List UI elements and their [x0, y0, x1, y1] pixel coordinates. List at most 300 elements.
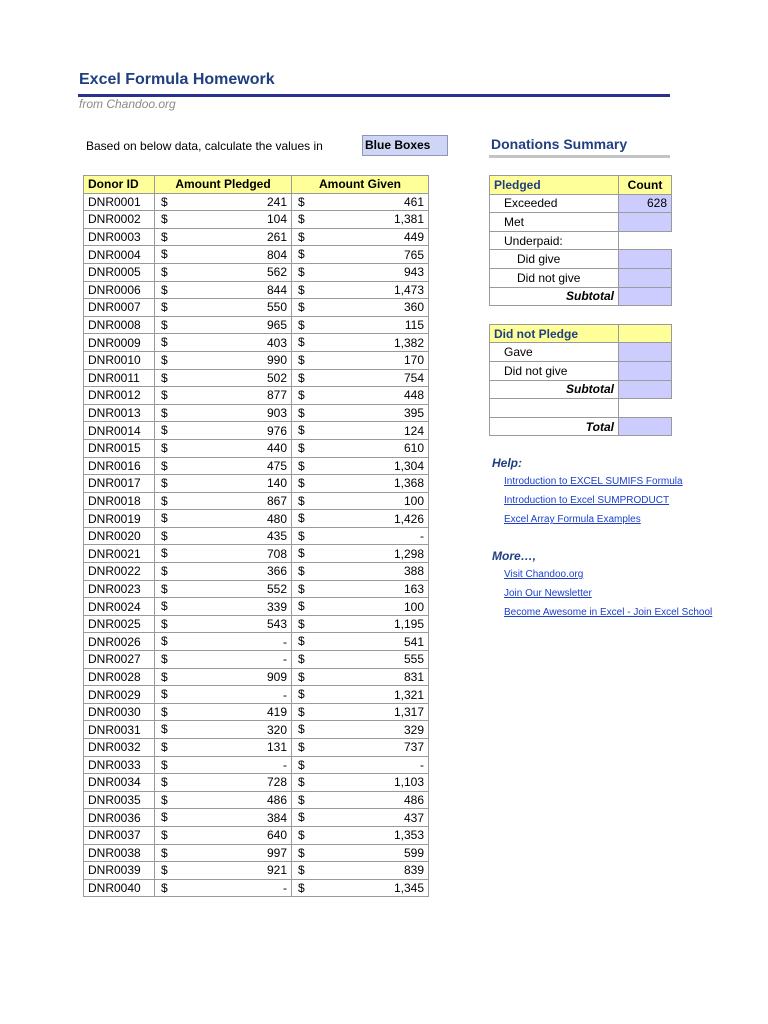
- currency-symbol: $: [298, 827, 305, 842]
- total-label: Total: [490, 417, 619, 436]
- currency-symbol: $: [298, 599, 305, 614]
- currency-symbol: $: [161, 704, 168, 719]
- amount-pledged-cell[interactable]: [155, 387, 292, 405]
- currency-symbol: $: [298, 775, 305, 790]
- currency-symbol: $: [161, 335, 168, 350]
- page-title: Excel Formula Homework: [79, 71, 275, 88]
- amount-value: 241: [266, 194, 287, 209]
- table-row: [84, 615, 429, 633]
- amount-given-cell[interactable]: [292, 826, 429, 844]
- header-donor-id[interactable]: Donor ID: [84, 176, 155, 194]
- currency-symbol: $: [298, 423, 305, 438]
- donor-id-cell[interactable]: DNR0032: [84, 739, 155, 757]
- currency-symbol: $: [298, 300, 305, 315]
- did-give-label: Did give: [490, 250, 619, 269]
- currency-symbol: $: [298, 229, 305, 244]
- amount-given-cell[interactable]: [292, 668, 429, 686]
- currency-symbol: $: [298, 317, 305, 332]
- amount-given-cell[interactable]: [292, 598, 429, 616]
- donor-id-cell[interactable]: DNR0034: [84, 774, 155, 792]
- donor-id-cell[interactable]: DNR0025: [84, 615, 155, 633]
- donor-id-cell[interactable]: DNR0006: [84, 281, 155, 299]
- amount-pledged-cell[interactable]: [155, 492, 292, 510]
- amount-value: 437: [403, 810, 424, 825]
- amount-value: 131: [266, 740, 287, 755]
- amount-value: 1,426: [393, 511, 424, 526]
- donor-id-cell[interactable]: DNR0008: [84, 316, 155, 334]
- gave-count-cell[interactable]: [619, 343, 672, 362]
- table-row: [84, 686, 429, 704]
- currency-symbol: $: [161, 352, 168, 367]
- amount-value: 877: [266, 388, 287, 403]
- amount-given-cell[interactable]: [292, 545, 429, 563]
- donor-id-cell[interactable]: DNR0011: [84, 369, 155, 387]
- amount-value: 419: [266, 705, 287, 720]
- currency-symbol: $: [161, 458, 168, 473]
- amount-given-cell[interactable]: [292, 299, 429, 317]
- currency-symbol: $: [298, 704, 305, 719]
- table-row: [84, 369, 429, 387]
- amount-value: 831: [403, 669, 424, 684]
- donor-id-cell[interactable]: DNR0020: [84, 527, 155, 545]
- table-row: [84, 475, 429, 493]
- table-row: [84, 826, 429, 844]
- currency-symbol: $: [161, 317, 168, 332]
- donor-id-cell[interactable]: DNR0031: [84, 721, 155, 739]
- amount-value: 163: [403, 581, 424, 596]
- amount-pledged-cell[interactable]: [155, 193, 292, 211]
- amount-given-cell[interactable]: [292, 703, 429, 721]
- not-pledge-subtotal-cell[interactable]: [619, 380, 672, 399]
- amount-pledged-cell[interactable]: [155, 316, 292, 334]
- donor-id-cell[interactable]: DNR0022: [84, 563, 155, 581]
- currency-symbol: $: [298, 740, 305, 754]
- table-row: [84, 563, 429, 581]
- amount-given-cell[interactable]: [292, 387, 429, 405]
- amount-value: 435: [266, 529, 287, 544]
- amount-value: 339: [266, 599, 287, 614]
- donor-id-cell[interactable]: DNR0016: [84, 457, 155, 475]
- amount-given-cell[interactable]: [292, 457, 429, 475]
- table-row: [84, 598, 429, 616]
- donor-id-cell[interactable]: DNR0036: [84, 809, 155, 827]
- did-not-give-count-cell[interactable]: [619, 268, 672, 287]
- amount-value: 366: [266, 564, 287, 579]
- amount-value: 728: [266, 775, 287, 790]
- amount-given-cell[interactable]: [292, 316, 429, 334]
- did-not-pledge-header-cell: [619, 324, 672, 343]
- donor-id-cell[interactable]: DNR0030: [84, 703, 155, 721]
- table-row: [84, 668, 429, 686]
- currency-symbol: $: [298, 810, 305, 825]
- amount-pledged-cell[interactable]: [155, 721, 292, 739]
- currency-symbol: $: [161, 564, 168, 579]
- table-row: [84, 510, 429, 528]
- amount-pledged-cell[interactable]: [155, 334, 292, 352]
- amount-pledged-cell[interactable]: [155, 756, 292, 774]
- donor-id-cell[interactable]: DNR0018: [84, 492, 155, 510]
- amount-value: 461: [403, 194, 424, 209]
- amount-value: 765: [403, 247, 424, 262]
- currency-symbol: $: [298, 687, 305, 702]
- donor-id-cell[interactable]: DNR0023: [84, 580, 155, 598]
- amount-value: 943: [403, 265, 424, 280]
- amount-pledged-cell[interactable]: [155, 668, 292, 686]
- amount-given-cell[interactable]: [292, 228, 429, 246]
- pledged-header: Pledged: [490, 176, 619, 195]
- amount-value: -: [420, 757, 424, 772]
- pledged-subtotal-label: Subtotal: [490, 287, 619, 306]
- amount-value: 1,317: [393, 705, 424, 720]
- amount-value: 1,298: [393, 546, 424, 561]
- amount-value: 403: [266, 335, 287, 350]
- amount-given-cell[interactable]: [292, 527, 429, 545]
- amount-pledged-cell[interactable]: [155, 809, 292, 827]
- donor-data-body: [84, 193, 429, 897]
- amount-pledged-cell[interactable]: [155, 351, 292, 369]
- link-sumproduct-intro[interactable]: Introduction to Excel SUMPRODUCT: [504, 495, 670, 506]
- did-not-give-2-count-cell[interactable]: [619, 361, 672, 380]
- underpaid-count-cell[interactable]: [619, 231, 672, 250]
- amount-pledged-cell[interactable]: [155, 615, 292, 633]
- blank-row: [490, 399, 619, 418]
- table-row: [84, 334, 429, 352]
- table-row: [84, 228, 429, 246]
- amount-pledged-cell[interactable]: [155, 246, 292, 264]
- table-row: [84, 263, 429, 281]
- donor-id-cell[interactable]: DNR0026: [84, 633, 155, 651]
- amount-pledged-cell[interactable]: [155, 879, 292, 897]
- donor-id-cell[interactable]: DNR0010: [84, 351, 155, 369]
- link-excel-school[interactable]: Become Awesome in Excel - Join Excel School: [504, 607, 713, 618]
- table-row: [84, 387, 429, 405]
- amount-pledged-cell[interactable]: [155, 862, 292, 880]
- amount-value: 395: [403, 406, 424, 421]
- amount-given-cell[interactable]: [292, 211, 429, 229]
- amount-value: 140: [266, 476, 287, 491]
- donor-id-cell[interactable]: DNR0027: [84, 651, 155, 669]
- amount-given-cell[interactable]: [292, 422, 429, 440]
- currency-symbol: $: [161, 282, 168, 297]
- amount-value: 1,304: [393, 458, 424, 473]
- amount-value: 502: [266, 370, 287, 385]
- amount-given-cell[interactable]: [292, 791, 429, 809]
- currency-symbol: $: [298, 652, 305, 667]
- currency-symbol: $: [298, 282, 305, 297]
- table-row: [84, 457, 429, 475]
- currency-symbol: $: [298, 528, 305, 543]
- amount-value: 440: [266, 441, 287, 456]
- amount-pledged-cell[interactable]: [155, 651, 292, 669]
- amount-value: 1,368: [393, 476, 424, 491]
- table-row: [84, 703, 429, 721]
- donor-id-cell[interactable]: DNR0033: [84, 756, 155, 774]
- table-row: [84, 404, 429, 422]
- amount-pledged-cell[interactable]: [155, 527, 292, 545]
- amount-pledged-cell[interactable]: [155, 826, 292, 844]
- amount-pledged-cell[interactable]: [155, 703, 292, 721]
- table-row: [84, 439, 429, 457]
- amount-pledged-cell[interactable]: [155, 510, 292, 528]
- currency-symbol: $: [298, 440, 305, 455]
- currency-symbol: $: [298, 194, 305, 209]
- donor-id-cell[interactable]: DNR0021: [84, 545, 155, 563]
- donor-id-cell[interactable]: DNR0029: [84, 686, 155, 704]
- currency-symbol: $: [298, 335, 305, 350]
- amount-value: 562: [266, 265, 287, 280]
- not-pledge-subtotal-label: Subtotal: [490, 380, 619, 399]
- donor-id-cell[interactable]: DNR0013: [84, 404, 155, 422]
- amount-pledged-cell[interactable]: [155, 422, 292, 440]
- donor-id-cell[interactable]: DNR0028: [84, 668, 155, 686]
- currency-symbol: $: [161, 212, 168, 227]
- amount-value: 610: [403, 441, 424, 456]
- donor-id-cell[interactable]: DNR0009: [84, 334, 155, 352]
- link-join-newsletter[interactable]: Join Our Newsletter: [504, 588, 592, 599]
- currency-symbol: $: [161, 546, 168, 561]
- amount-pledged-cell[interactable]: [155, 598, 292, 616]
- donor-id-cell[interactable]: DNR0001: [84, 193, 155, 211]
- underpaid-label: Underpaid:: [490, 231, 619, 250]
- pledged-subtotal-cell[interactable]: [619, 287, 672, 306]
- amount-given-cell[interactable]: [292, 774, 429, 792]
- amount-value: 867: [266, 493, 287, 508]
- amount-pledged-cell[interactable]: [155, 404, 292, 422]
- currency-symbol: $: [298, 264, 305, 279]
- amount-pledged-cell[interactable]: [155, 580, 292, 598]
- currency-symbol: $: [298, 493, 305, 508]
- exceeded-count-cell[interactable]: 628: [619, 194, 672, 213]
- currency-symbol: $: [298, 511, 305, 526]
- currency-symbol: $: [298, 370, 305, 385]
- donor-id-cell[interactable]: DNR0019: [84, 510, 155, 528]
- amount-value: 1,195: [393, 617, 424, 632]
- amount-value: 100: [403, 493, 424, 508]
- amount-value: 1,382: [393, 335, 424, 350]
- amount-pledged-cell[interactable]: [155, 369, 292, 387]
- amount-pledged-cell[interactable]: [155, 739, 292, 757]
- amount-given-cell[interactable]: [292, 563, 429, 581]
- amount-pledged-cell[interactable]: [155, 228, 292, 246]
- donor-id-cell[interactable]: DNR0035: [84, 791, 155, 809]
- amount-value: 170: [403, 353, 424, 368]
- amount-value: 640: [266, 828, 287, 843]
- amount-pledged-cell[interactable]: [155, 281, 292, 299]
- currency-symbol: $: [161, 616, 168, 631]
- donor-id-cell[interactable]: DNR0003: [84, 228, 155, 246]
- donor-id-cell[interactable]: DNR0014: [84, 422, 155, 440]
- donor-id-cell[interactable]: DNR0004: [84, 246, 155, 264]
- amount-pledged-cell[interactable]: [155, 545, 292, 563]
- donor-id-cell[interactable]: DNR0012: [84, 387, 155, 405]
- table-row: [84, 739, 429, 757]
- donor-data-table: [83, 175, 429, 897]
- amount-value: 100: [403, 599, 424, 614]
- donor-id-cell[interactable]: DNR0007: [84, 299, 155, 317]
- link-visit-chandoo[interactable]: Visit Chandoo.org: [504, 569, 584, 580]
- amount-given-cell[interactable]: [292, 263, 429, 281]
- amount-given-cell[interactable]: [292, 281, 429, 299]
- amount-value: 1,345: [393, 881, 424, 896]
- currency-symbol: $: [161, 423, 168, 438]
- amount-value: 839: [403, 863, 424, 878]
- amount-given-cell[interactable]: [292, 475, 429, 493]
- amount-given-cell[interactable]: [292, 633, 429, 651]
- amount-given-cell[interactable]: [292, 756, 429, 774]
- currency-symbol: $: [161, 229, 168, 244]
- link-sumifs-intro[interactable]: Introduction to EXCEL SUMIFS Formula: [504, 476, 683, 487]
- table-row: [84, 351, 429, 369]
- amount-given-cell[interactable]: [292, 862, 429, 880]
- table-row: [84, 316, 429, 334]
- amount-value: 486: [266, 793, 287, 808]
- met-count-cell[interactable]: [619, 213, 672, 232]
- currency-symbol: $: [161, 652, 168, 667]
- met-label: Met: [490, 213, 619, 232]
- table-row: [84, 879, 429, 897]
- blank-cell: [619, 399, 672, 418]
- gave-label: Gave: [490, 343, 619, 362]
- amount-pledged-cell[interactable]: [155, 457, 292, 475]
- amount-pledged-cell[interactable]: [155, 774, 292, 792]
- currency-symbol: $: [161, 634, 168, 649]
- amount-value: 754: [403, 370, 424, 385]
- currency-symbol: $: [161, 757, 168, 772]
- more-heading: More…,: [492, 549, 537, 563]
- amount-given-cell[interactable]: [292, 651, 429, 669]
- currency-symbol: $: [161, 581, 168, 596]
- amount-pledged-cell[interactable]: [155, 439, 292, 457]
- amount-given-cell[interactable]: [292, 492, 429, 510]
- amount-value: 541: [403, 634, 424, 649]
- currency-symbol: $: [298, 405, 305, 420]
- did-not-give-label: Did not give: [490, 268, 619, 287]
- amount-given-cell[interactable]: [292, 369, 429, 387]
- donor-id-cell[interactable]: DNR0024: [84, 598, 155, 616]
- currency-symbol: $: [161, 476, 168, 491]
- amount-value: 124: [403, 423, 424, 438]
- amount-given-cell[interactable]: [292, 510, 429, 528]
- amount-value: 976: [266, 423, 287, 438]
- currency-symbol: $: [161, 300, 168, 315]
- table-row: [84, 211, 429, 229]
- amount-value: 804: [266, 247, 287, 262]
- currency-symbol: $: [298, 669, 305, 684]
- currency-symbol: $: [161, 740, 168, 754]
- table-row: [84, 756, 429, 774]
- donor-id-cell[interactable]: DNR0040: [84, 879, 155, 897]
- currency-symbol: $: [161, 687, 168, 702]
- amount-pledged-cell[interactable]: [155, 633, 292, 651]
- amount-pledged-cell[interactable]: [155, 475, 292, 493]
- spacer-row: [490, 306, 619, 325]
- summary-underline: [489, 155, 670, 158]
- did-give-count-cell[interactable]: [619, 250, 672, 269]
- table-row: [84, 580, 429, 598]
- amount-value: 1,353: [393, 828, 424, 843]
- donor-id-cell[interactable]: DNR0005: [84, 263, 155, 281]
- amount-pledged-cell[interactable]: [155, 299, 292, 317]
- currency-symbol: $: [298, 564, 305, 579]
- currency-symbol: $: [298, 352, 305, 367]
- amount-pledged-cell[interactable]: [155, 211, 292, 229]
- currency-symbol: $: [161, 669, 168, 684]
- donor-id-cell[interactable]: DNR0038: [84, 844, 155, 862]
- amount-given-cell[interactable]: [292, 439, 429, 457]
- header-amount-pledged[interactable]: Amount Pledged: [155, 176, 292, 194]
- currency-symbol: $: [161, 440, 168, 455]
- currency-symbol: $: [298, 616, 305, 631]
- amount-given-cell[interactable]: [292, 246, 429, 264]
- amount-given-cell[interactable]: [292, 193, 429, 211]
- amount-value: -: [283, 881, 287, 896]
- table-row: [84, 193, 429, 211]
- amount-value: 475: [266, 458, 287, 473]
- header-amount-given[interactable]: Amount Given: [292, 176, 429, 194]
- currency-symbol: $: [161, 722, 168, 737]
- amount-pledged-cell[interactable]: [155, 686, 292, 704]
- donor-id-cell[interactable]: DNR0015: [84, 439, 155, 457]
- table-row: [84, 246, 429, 264]
- donor-id-cell[interactable]: DNR0037: [84, 826, 155, 844]
- table-row: [84, 299, 429, 317]
- donor-id-cell[interactable]: DNR0002: [84, 211, 155, 229]
- summary-title: Donations Summary: [491, 136, 628, 152]
- currency-symbol: $: [298, 458, 305, 473]
- amount-value: 708: [266, 546, 287, 561]
- amount-given-cell[interactable]: [292, 351, 429, 369]
- amount-given-cell[interactable]: [292, 580, 429, 598]
- amount-given-cell[interactable]: [292, 739, 429, 757]
- currency-symbol: $: [298, 722, 305, 737]
- spacer-cell: [619, 306, 672, 325]
- help-heading: Help:: [492, 456, 522, 470]
- amount-pledged-cell[interactable]: [155, 263, 292, 281]
- currency-symbol: $: [298, 581, 305, 596]
- donor-id-cell[interactable]: DNR0039: [84, 862, 155, 880]
- amount-given-cell[interactable]: [292, 334, 429, 352]
- amount-value: 555: [403, 652, 424, 667]
- currency-symbol: $: [161, 264, 168, 279]
- total-count-cell[interactable]: [619, 417, 672, 436]
- currency-symbol: $: [161, 827, 168, 842]
- instruction-text: Based on below data, calculate the values in: [86, 139, 323, 153]
- amount-value: 329: [403, 722, 424, 737]
- amount-value: -: [283, 757, 287, 772]
- donor-id-cell[interactable]: DNR0017: [84, 475, 155, 493]
- exceeded-label: Exceeded: [490, 194, 619, 213]
- currency-symbol: $: [161, 493, 168, 508]
- table-row: [84, 633, 429, 651]
- amount-given-cell[interactable]: [292, 686, 429, 704]
- link-array-formulas[interactable]: Excel Array Formula Examples: [504, 514, 641, 525]
- amount-pledged-cell[interactable]: [155, 791, 292, 809]
- currency-symbol: $: [161, 792, 168, 807]
- amount-given-cell[interactable]: [292, 721, 429, 739]
- currency-symbol: $: [298, 757, 305, 772]
- amount-value: 990: [266, 353, 287, 368]
- amount-given-cell[interactable]: [292, 809, 429, 827]
- amount-given-cell[interactable]: [292, 879, 429, 897]
- amount-value: 261: [266, 230, 287, 245]
- amount-given-cell[interactable]: [292, 404, 429, 422]
- currency-symbol: $: [298, 476, 305, 491]
- did-not-pledge-header: Did not Pledge: [490, 324, 619, 343]
- amount-pledged-cell[interactable]: [155, 844, 292, 862]
- amount-given-cell[interactable]: [292, 844, 429, 862]
- amount-given-cell[interactable]: [292, 615, 429, 633]
- amount-pledged-cell[interactable]: [155, 563, 292, 581]
